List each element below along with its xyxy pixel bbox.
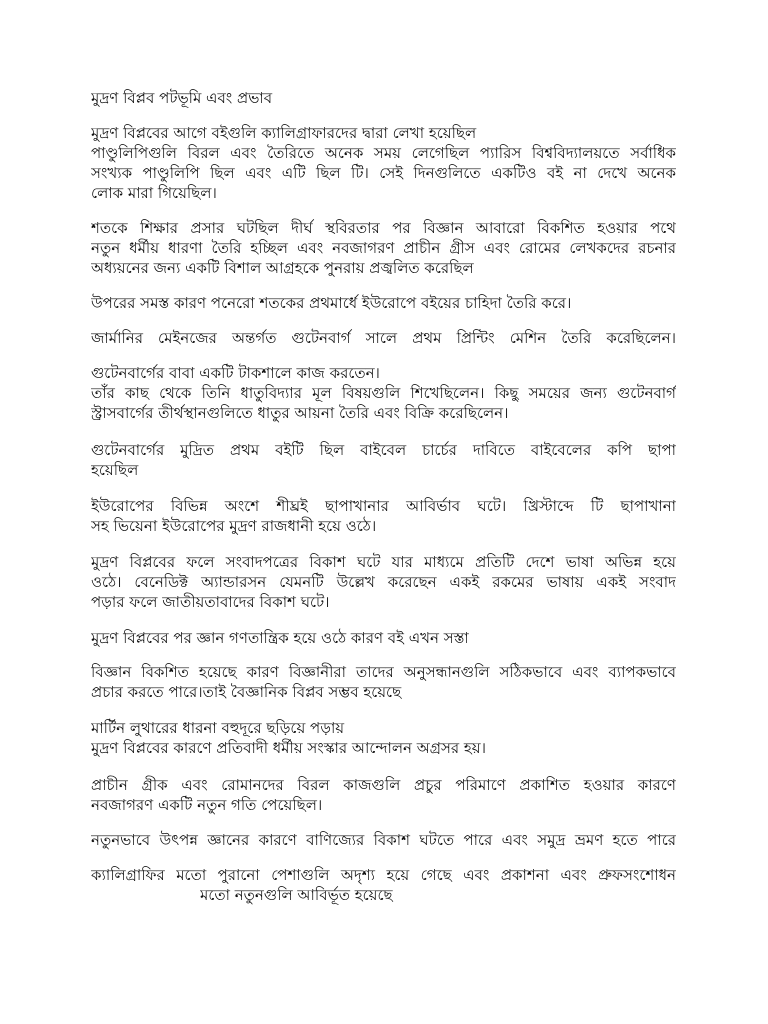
paragraph-line: মুদ্রণ বিপ্লবের পর জ্ঞান গণতান্ত্রিক হয়ে ওঠে কারণ বই এখন সস্তা [91, 629, 469, 647]
paragraph-line: গুটেনবার্গের বাবা একটি টাকশালে কাজ করতেন। [91, 364, 380, 382]
paragraph-line: স্ট্রাসবার্গের তীর্থস্থানগুলিতে ধাতুর আয়না তৈরি এবং বিক্রি করেছিলেন। [91, 404, 509, 422]
paragraph-line: মতো নতুনগুলি আবির্ভূত হয়েছে [200, 886, 393, 904]
paragraph-line: মুদ্রণ বিপ্লবের আগে বইগুলি ক্যালিগ্রাফারদের দ্বারা লেখা হয়েছিল [91, 124, 477, 142]
paragraph-line: মার্টিন লুথারের ধারনা বহুদূরে ছড়িয়ে পড়ায় [91, 719, 345, 737]
paragraph-line: প্রচার করতে পারে।তাই বৈজ্ঞানিক বিপ্লব সম্ভব হয়েছে [91, 683, 402, 701]
paragraph-line: জার্মানির মেইনজের অন্তর্গত গুটেনবার্গ সালে প্রথম প্রিন্টিং মেশিন তৈরি করেছিলেন। [91, 329, 676, 347]
paragraph-line: লোক মারা গিয়েছিল। [91, 184, 217, 202]
paragraph-line: অধ্যয়নের জন্য একটি বিশাল আগ্রহকে পুনরায় প্রজ্বলিত করেছিল [91, 259, 474, 277]
paragraph-line: তাঁর কাছ থেকে তিনি ধাতুবিদ্যার মূল বিষয়গুলি শিখেছিলেন। কিছু সময়ের জন্য গুটেনবার্গ [91, 384, 676, 402]
document-title: মুদ্রণ বিপ্লব পটভূমি এবং প্রভাব [91, 89, 273, 107]
paragraph-line: পাণ্ডুলিপিগুলি বিরল এবং তৈরিতে অনেক সময় লেগেছিল প্যারিস বিশ্ববিদ্যালয়তে সর্বাধিক [91, 144, 676, 162]
paragraph-line: প্রাচীন গ্রীক এবং রোমানদের বিরল কাজগুলি প্রচুর পরিমাণে প্রকাশিত হওয়ার কারণে [91, 776, 676, 794]
paragraph-line: মুদ্রণ বিপ্লবের ফলে সংবাদপত্রের বিকাশ ঘটে যার মাধ্যমে প্রতিটি দেশে ভাষা অভিন্ন হয়ে [91, 553, 676, 571]
paragraph-line: বিজ্ঞান বিকশিত হয়েছে কারণ বিজ্ঞানীরা তাদের অনুসন্ধানগুলি সঠিকভাবে এবং ব্যাপকভাবে [91, 663, 676, 681]
paragraph-line: হয়েছিল [91, 461, 139, 479]
paragraph-line: নতুনভাবে উৎপন্ন জ্ঞানের কারণে বাণিজ্যের বিকাশ ঘটতে পারে এবং সমুদ্র ভ্রমণ হতে পারে [91, 831, 676, 849]
paragraph-line: গুটেনবার্গের মুদ্রিত প্রথম বইটি ছিল বাইবেল চার্চের দাবিতে বাইবেলের কপি ছাপা [91, 441, 676, 459]
paragraph-line: ওঠে। বেনেডিক্ট অ্যান্ডারসন যেমনটি উল্লেখ করেছেন একই রকমের ভাষায় একই সংবাদ [91, 573, 676, 591]
paragraph-line: ইউরোপের বিভিন্ন অংশে শীঘ্রই ছাপাখানার আবির্ভাব ঘটে। খ্রিস্টাব্দে টি ছাপাখানা [91, 497, 676, 515]
paragraph-line: নবজাগরণ একটি নতুন গতি পেয়েছিল। [91, 796, 323, 814]
paragraph-line: উপরের সমস্ত কারণ পনেরো শতকের প্রথমার্ধে ইউরোপে বইয়ের চাহিদা তৈরি করে। [91, 294, 572, 312]
paragraph-line: ক্যালিগ্রাফির মতো পুরানো পেশাগুলি অদৃশ্য হয়ে গেছে এবং প্রকাশনা এবং প্রুফসংশোধন [91, 866, 676, 884]
paragraph-line: সংখ্যক পাণ্ডুলিপি ছিল এবং এটি ছিল টি। সেই দিনগুলিতে একটিও বই না দেখে অনেক [91, 164, 676, 182]
paragraph-line: শতকে শিক্ষার প্রসার ঘটছিল দীর্ঘ স্থবিরতার পর বিজ্ঞান আবারো বিকশিত হওয়ার পথে [91, 219, 676, 237]
paragraph-line: নতুন ধর্মীয় ধারণা তৈরি হচ্ছিল এবং নবজাগরণ প্রাচীন গ্রীস এবং রোমের লেখকদের রচনার [91, 239, 676, 257]
paragraph-line: মুদ্রণ বিপ্লবের কারণে প্রতিবাদী ধর্মীয় সংস্কার আন্দোলন অগ্রসর হয়। [91, 739, 486, 757]
paragraph-line: পড়ার ফলে জাতীয়তাবাদের বিকাশ ঘটে। [91, 593, 330, 611]
paragraph-line: সহ ভিয়েনা ইউরোপের মুদ্রণ রাজধানী হয়ে ওঠে। [91, 517, 377, 535]
